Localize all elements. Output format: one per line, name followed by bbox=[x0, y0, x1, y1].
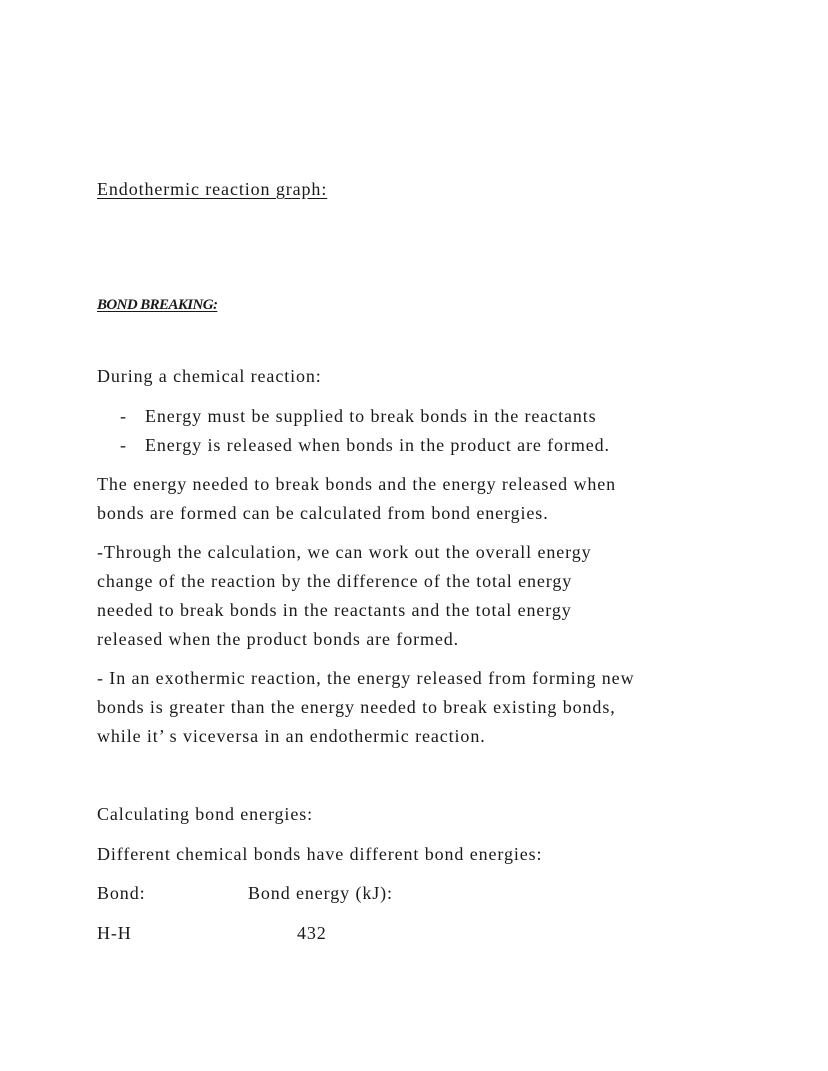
paragraph-line: The energy needed to break bonds and the energy released when bbox=[97, 474, 617, 494]
table-cell-energy: 432 bbox=[297, 923, 327, 943]
paragraph-line: - In an exothermic reaction, the energy released from forming new bbox=[97, 668, 635, 688]
paragraph-line: while it’ s viceversa in an endothermic reaction. bbox=[97, 726, 486, 746]
paragraph-line: bonds is greater than the energy needed to break existing bonds, bbox=[97, 697, 616, 717]
heading-bond-breaking: BOND BREAKING: bbox=[97, 297, 218, 313]
table-cell-bond: H-H bbox=[97, 923, 132, 943]
table-header-bond: Bond: bbox=[97, 883, 146, 903]
paragraph-line: bonds are formed can be calculated from bond energies. bbox=[97, 503, 549, 523]
heading-calculating-bond-energies: Calculating bond energies: bbox=[97, 804, 314, 824]
paragraph-line: released when the product bonds are formed. bbox=[97, 629, 460, 649]
paragraph-line: change of the reaction by the difference of the total energy bbox=[97, 571, 573, 591]
bullet-item: Energy must be supplied to break bonds in the reactants bbox=[145, 406, 597, 426]
table-header-bond-energy: Bond energy (kJ): bbox=[248, 883, 393, 903]
bullet-marker: - bbox=[120, 406, 127, 426]
bullet-item: Energy is released when bonds in the product are formed. bbox=[145, 435, 610, 455]
calc-intro-text: Different chemical bonds have different bond energies: bbox=[97, 844, 543, 864]
paragraph-line: -Through the calculation, we can work out the overall energy bbox=[97, 542, 592, 562]
paragraph-line: needed to break bonds in the reactants and the total energy bbox=[97, 600, 572, 620]
intro-text: During a chemical reaction: bbox=[97, 366, 322, 386]
heading-endothermic-graph: Endothermic reaction graph: bbox=[97, 179, 328, 199]
bullet-marker: - bbox=[120, 435, 127, 455]
